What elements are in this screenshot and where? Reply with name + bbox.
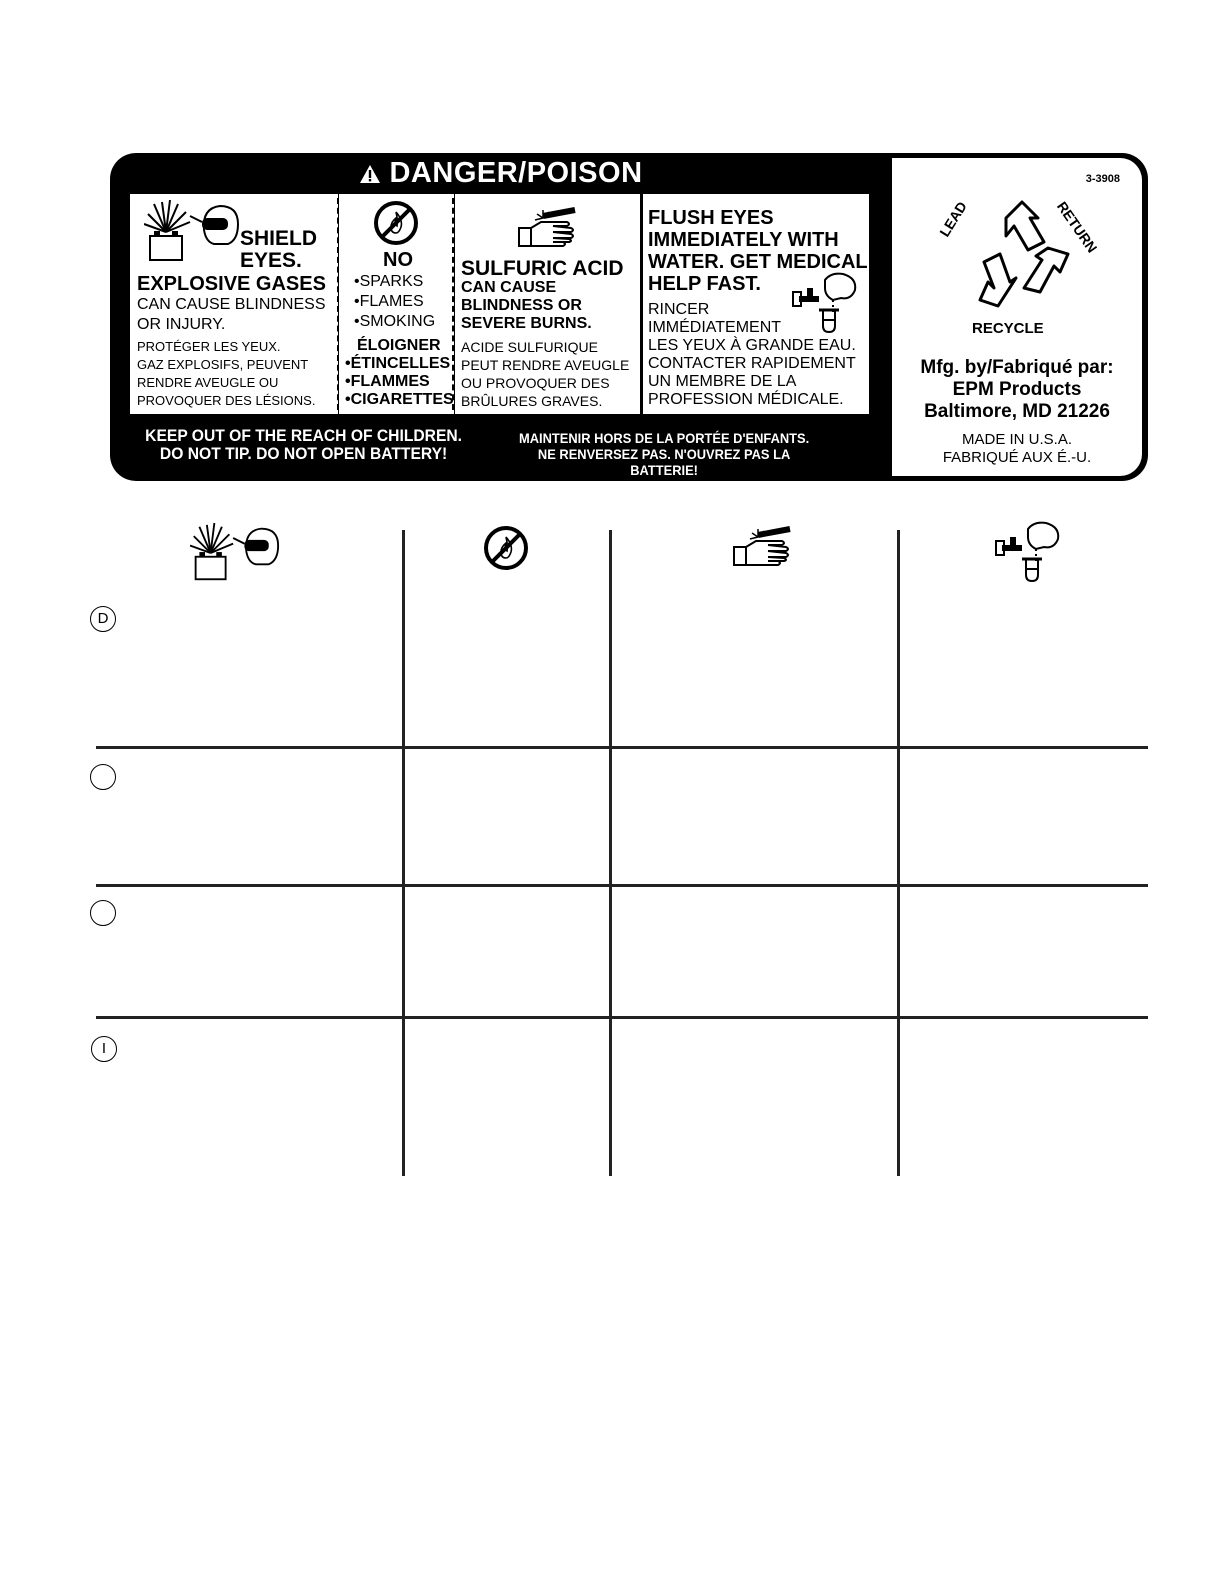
made-in-line2: FABRIQUÉ AUX É.-U. xyxy=(942,449,1092,466)
flush-fr2: IMMÉDIATEMENT xyxy=(648,319,782,336)
warning-french-line1: MAINTENIR HORS DE LA PORTÉE D'ENFANTS. xyxy=(518,430,810,446)
panel-flush-eyes xyxy=(643,194,869,414)
grid-row-divider xyxy=(96,1016,1148,1019)
panel-sulfuric-acid xyxy=(455,194,640,414)
flush-l1: FLUSH EYES xyxy=(648,207,774,229)
no-fr1: •ÉTINCELLES xyxy=(345,355,451,372)
warning-french xyxy=(510,430,818,478)
shield-en1: CAN CAUSE BLINDNESS xyxy=(137,296,326,313)
row-marker: D xyxy=(90,606,116,632)
part-number: 3-3908 xyxy=(1085,173,1120,185)
acid-hand-icon xyxy=(728,525,798,571)
acid-en3: SEVERE BURNS. xyxy=(461,315,592,332)
grid-row-divider xyxy=(96,746,1148,749)
panel-no-flames xyxy=(339,194,454,414)
acid-fr3: OU PROVOQUER DES xyxy=(461,375,610,391)
warning-triangle-icon xyxy=(359,164,381,184)
panel-divider xyxy=(452,198,454,410)
label-title xyxy=(110,157,892,190)
row-marker xyxy=(90,900,116,926)
warning-english xyxy=(138,427,469,463)
no-item2: •FLAMES xyxy=(354,293,424,310)
shield-en2: OR INJURY. xyxy=(137,316,226,333)
flush-l3: WATER. GET MEDICAL xyxy=(648,251,868,273)
recycle-lead: LEAD xyxy=(936,198,970,240)
flush-fr6: PROFESSION MÉDICALE. xyxy=(648,391,844,408)
flush-l4: HELP FAST. xyxy=(648,273,761,295)
grid-column-divider xyxy=(609,530,612,1176)
explosion-goggles-icon xyxy=(144,200,240,264)
shield-fr3: RENDRE AVEUGLE OU xyxy=(137,375,279,390)
acid-fr2: PEUT RENDRE AVEUGLE xyxy=(461,357,630,373)
no-item3: •SMOKING xyxy=(354,313,436,330)
no-heading: NO xyxy=(383,249,413,271)
acid-en1: CAN CAUSE xyxy=(461,279,557,296)
grid-column-divider xyxy=(402,530,405,1176)
no-item1: •SPARKS xyxy=(354,273,424,290)
shield-line2: EYES. xyxy=(240,249,302,272)
recycle-caption: RECYCLE xyxy=(972,320,1044,337)
explosion-goggles-icon xyxy=(190,522,280,584)
row-marker xyxy=(90,764,116,790)
no-fr3: •CIGARETTES xyxy=(345,391,454,408)
flush-fr1: RINCER xyxy=(648,301,710,318)
warning-english-line2: DO NOT TIP. DO NOT OPEN BATTERY! xyxy=(159,444,448,463)
flush-fr5: UN MEMBRE DE LA xyxy=(648,373,797,390)
flush-fr4: CONTACTER RAPIDEMENT xyxy=(648,355,856,372)
acid-en2: BLINDNESS OR xyxy=(461,297,582,314)
flush-fr3: LES YEUX À GRANDE EAU. xyxy=(648,337,856,354)
manufacturer-panel xyxy=(892,158,1142,476)
row-marker: I xyxy=(91,1036,117,1062)
shield-fr1: PROTÉGER LES YEUX. xyxy=(137,339,281,354)
no-flame-icon xyxy=(373,200,419,246)
warning-english-line1: KEEP OUT OF THE REACH OF CHILDREN. xyxy=(145,426,463,445)
acid-hand-icon xyxy=(513,206,583,252)
flush-l2: IMMEDIATELY WITH xyxy=(648,229,839,251)
label-title-text: DANGER/POISON xyxy=(389,157,643,189)
panel-divider xyxy=(641,198,643,410)
panel-divider xyxy=(337,198,339,410)
warning-french-line2: NE RENVERSEZ PAS. N'OUVREZ PAS LA BATTERIE! xyxy=(537,446,791,478)
acid-fr1: ACIDE SULFURIQUE xyxy=(461,339,598,355)
eyewash-icon xyxy=(787,270,861,334)
mfg-line3: Baltimore, MD 21226 xyxy=(924,401,1110,422)
acid-fr4: BRÛLURES GRAVES. xyxy=(461,393,603,409)
acid-heading: SULFURIC ACID xyxy=(461,257,624,280)
made-in-line1: MADE IN U.S.A. xyxy=(961,431,1073,448)
shield-heading: EXPLOSIVE GASES xyxy=(137,273,326,295)
recycle-return: RETURN xyxy=(1053,198,1101,256)
shield-fr2: GAZ EXPLOSIFS, PEUVENT xyxy=(137,357,309,372)
grid-row-divider xyxy=(96,884,1148,887)
no-fr-heading: ÉLOIGNER xyxy=(357,337,441,354)
mfg-line1: Mfg. by/Fabriqué par: xyxy=(920,357,1114,378)
no-fr2: •FLAMMES xyxy=(345,373,430,390)
shield-fr4: PROVOQUER DES LÉSIONS. xyxy=(137,393,316,408)
mfg-line2: EPM Products xyxy=(952,379,1082,400)
battery-warning-label xyxy=(110,153,1148,481)
no-flame-icon xyxy=(483,525,529,571)
grid-column-divider xyxy=(897,530,900,1176)
eyewash-icon xyxy=(990,518,1064,584)
panel-shield-eyes xyxy=(130,194,338,414)
shield-line1: SHIELD xyxy=(240,227,318,250)
